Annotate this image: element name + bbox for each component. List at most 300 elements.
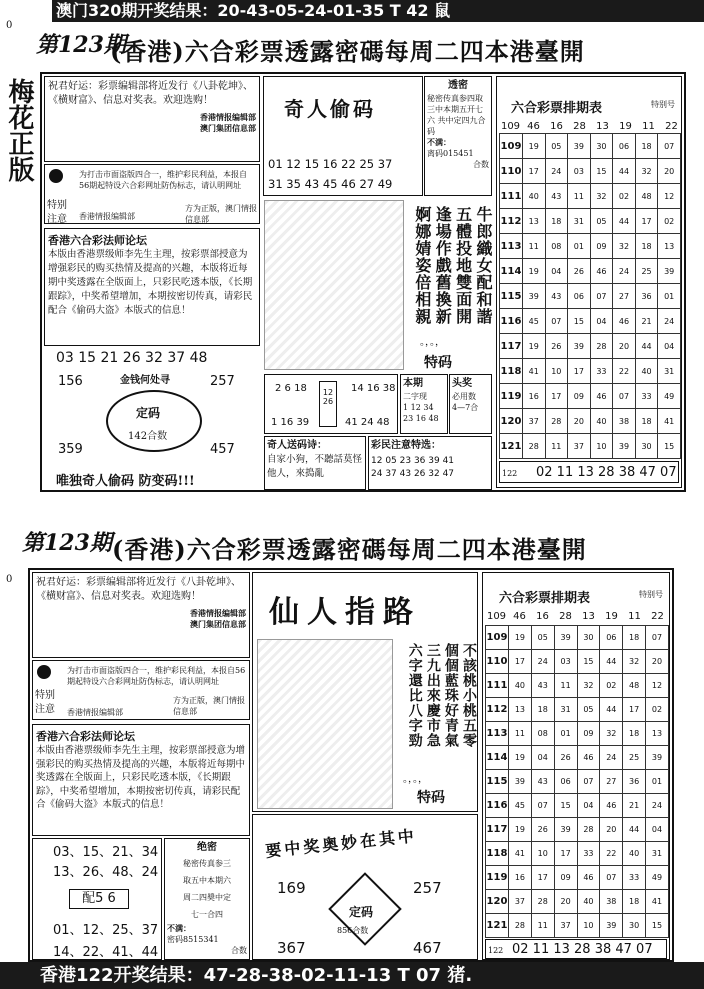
sheet2-list4: 14、22、41、44 (53, 945, 159, 960)
sheet2-poem-col: 不該桃小桃五零 (461, 643, 477, 748)
schedule-number-cell: 02 (600, 674, 623, 698)
schedule-number-cell: 30 (635, 434, 658, 459)
sheet1-forum-title: 香港六合彩法师论坛 (48, 234, 147, 247)
sheet1-code-num: 离码015451 (427, 149, 474, 158)
schedule-number-cell: 33 (635, 384, 658, 409)
schedule-number-cell: 11 (522, 234, 545, 259)
schedule-number-cell: 41 (646, 890, 669, 914)
sheet1-notice-box (44, 164, 260, 224)
schedule-number-cell: 40 (508, 674, 531, 698)
schedule-number-cell: 28 (508, 914, 531, 938)
schedule-period-cell: 110 (500, 159, 523, 184)
schedule-number-cell: 39 (613, 434, 636, 459)
sheet1-blessing-box (44, 76, 260, 162)
schedule-number-cell: 08 (531, 722, 554, 746)
schedule-number-cell: 18 (545, 209, 568, 234)
sheet2-secret-title: 绝密 (197, 842, 217, 853)
schedule-number-cell: 31 (554, 698, 577, 722)
schedule-number-cell: 24 (545, 159, 568, 184)
sheet2-diamond-tl: 169 (277, 879, 306, 897)
sheet1-issue: 第123期 (36, 32, 126, 58)
schedule-number-cell: 07 (613, 384, 636, 409)
sheet2-poem-col: 三九出來慶市急 (424, 643, 441, 748)
schedule-number-cell: 18 (635, 234, 658, 259)
sheet1-poem-col: 婀娜婧姿倍相親 (412, 206, 432, 325)
sheet1-special-code: 特码 (424, 355, 452, 371)
schedule-number-cell: 11 (531, 914, 554, 938)
schedule-number-cell: 26 (554, 746, 577, 770)
sheet2-special-code: 特码 (417, 790, 445, 806)
schedule-period-cell: 117 (486, 818, 509, 842)
sheet2-schedule (482, 572, 670, 960)
schedule-number-cell: 18 (635, 409, 658, 434)
schedule-period-cell: 109 (486, 626, 509, 650)
sheet2-issue: 第123期 (22, 530, 112, 556)
schedule-number-cell: 44 (613, 209, 636, 234)
sheet1-benqi-box (400, 374, 448, 434)
schedule-number-cell: 45 (508, 794, 531, 818)
schedule-number-cell: 18 (623, 626, 646, 650)
schedule-number-cell: 02 (646, 698, 669, 722)
schedule-header-cell: 16 (550, 121, 563, 132)
schedule-number-cell: 43 (531, 770, 554, 794)
sheet2-headline: (香港)六合彩票透露密碼每周二四本港臺開 (112, 535, 587, 564)
schedule-number-cell: 46 (590, 259, 613, 284)
schedule-number-cell: 40 (577, 890, 600, 914)
sheet1-toujiang-title: 头奖 (452, 378, 472, 389)
sheet2-diamond-box (252, 814, 478, 960)
schedule-number-cell: 03 (554, 650, 577, 674)
schedule-period-cell: 110 (486, 650, 509, 674)
schedule-row (500, 409, 681, 434)
schedule-number-cell: 30 (577, 626, 600, 650)
schedule-period-cell: 113 (500, 234, 523, 259)
sheet1-picks-title: 彩民注意特选： (371, 440, 441, 451)
schedule-number-cell: 16 (508, 866, 531, 890)
corner-mark: 0 (6, 20, 13, 31)
schedule-number-cell: 01 (658, 284, 681, 309)
schedule-number-cell: 26 (531, 818, 554, 842)
schedule-row (486, 626, 669, 650)
schedule-period-cell: 109 (500, 134, 523, 159)
schedule-number-cell: 48 (623, 674, 646, 698)
sheet2-forum-text: 本版由香港票级师李先生主理，按彩票部授意为增强彩民的购买热情及提高的兴趣，本版将近每期中奖透露在全版面上，只彩民吃透本版，《长期跟踪》，中奖希望增加，本期按密切传真，请彩民配合《偷码大盗》本版式的信息！ (36, 745, 246, 810)
schedule-number-cell: 15 (590, 159, 613, 184)
schedule-number-cell: 17 (568, 359, 591, 384)
schedule-number-cell: 32 (590, 184, 613, 209)
schedule-number-cell: 02 (658, 209, 681, 234)
sheet2-notice-sig2: 方为正版，澳门情报信息部 (173, 696, 245, 716)
schedule-number-cell: 32 (577, 674, 600, 698)
schedule-number-cell: 28 (577, 818, 600, 842)
sheet2-blessing-box (32, 572, 250, 658)
sheet1-toujiang-range: 4—7合 (452, 403, 479, 412)
schedule-number-cell: 28 (545, 409, 568, 434)
schedule-number-cell: 39 (646, 746, 669, 770)
schedule-number-cell: 19 (508, 818, 531, 842)
schedule-number-cell: 39 (508, 770, 531, 794)
sheet2-list3: 01、12、25、37 (53, 923, 159, 938)
sheet2-not-full: 不满： (167, 923, 191, 933)
schedule-number-cell: 07 (600, 866, 623, 890)
schedule-number-cell: 39 (658, 259, 681, 284)
schedule-number-cell: 39 (568, 334, 591, 359)
sheet1-blessing: 祝君好运：彩票编辑部将近发行《八卦乾坤》、《横财富》、信息对奖表。欢迎选购！ (48, 81, 253, 106)
schedule-period-cell: 119 (486, 866, 509, 890)
schedule-number-cell: 46 (577, 746, 600, 770)
schedule-number-cell: 11 (545, 434, 568, 459)
schedule-period-cell: 112 (500, 209, 523, 234)
schedule-number-cell: 19 (508, 626, 531, 650)
schedule-number-cell: 20 (554, 890, 577, 914)
sheet1-notice-sig1: 香港情报编辑部 (79, 212, 135, 221)
corner-mark-2: 0 (6, 574, 13, 585)
schedule-number-cell: 31 (568, 209, 591, 234)
schedule-number-cell: 08 (545, 234, 568, 259)
sheet1-diamond-tr: 257 (210, 374, 235, 389)
schedule-number-cell: 26 (545, 334, 568, 359)
schedule-number-cell: 07 (658, 134, 681, 159)
schedule-number-cell: 15 (577, 650, 600, 674)
schedule-header-cell: 19 (619, 121, 632, 132)
sheet1-mini-l2: 1 16 39 (271, 417, 310, 428)
sheet2-diamond-bl: 367 (277, 939, 306, 957)
schedule-number-cell: 19 (522, 334, 545, 359)
schedule-number-cell: 27 (613, 284, 636, 309)
sheet1-benqi-title: 本期 (403, 378, 423, 389)
sheet2-diamond-tr: 257 (413, 879, 442, 897)
schedule-header-cell: 13 (596, 121, 609, 132)
sheet1-slogan: 唯独奇人偷码 防变码!!! (56, 474, 195, 489)
schedule-period-cell: 118 (500, 359, 523, 384)
sheet1-picks-l2: 24 37 43 26 32 47 (371, 469, 455, 479)
sheet2-dept2: 澳门集团信息部 (190, 619, 246, 629)
schedule-number-cell: 11 (568, 184, 591, 209)
sheet2-code-num: 密码8515341 (167, 935, 219, 944)
schedule-number-cell: 25 (635, 259, 658, 284)
schedule-row (486, 818, 669, 842)
schedule-number-cell: 38 (613, 409, 636, 434)
sheet1-picks-box (368, 436, 492, 490)
schedule-number-cell: 39 (554, 626, 577, 650)
schedule-row (486, 698, 669, 722)
sheet2-forum-box (32, 724, 250, 836)
schedule-number-cell: 06 (568, 284, 591, 309)
sheet1-secret-box (424, 76, 492, 196)
schedule-number-cell: 19 (522, 134, 545, 159)
sheet1-secret-title: 透密 (448, 80, 468, 91)
schedule-number-cell: 17 (508, 650, 531, 674)
schedule-row (500, 384, 681, 409)
sheet1-poem-box (264, 436, 366, 490)
schedule-number-cell: 30 (590, 134, 613, 159)
schedule-number-cell: 36 (623, 770, 646, 794)
schedule-number-cell: 31 (646, 842, 669, 866)
schedule-number-cell: 24 (613, 259, 636, 284)
sheet1-center-nums2: 31 35 43 45 46 27 49 (268, 177, 393, 191)
sheet1-numbers-line: 03 15 21 26 32 37 48 (56, 350, 208, 366)
schedule-header-cell: 13 (582, 611, 595, 622)
sheet1-benqi-n1: 1 12 34 (403, 403, 434, 412)
schedule-number-cell: 30 (623, 914, 646, 938)
schedule-number-cell: 44 (600, 650, 623, 674)
schedule-number-cell: 18 (531, 698, 554, 722)
schedule-number-cell: 07 (646, 626, 669, 650)
schedule-number-cell: 25 (623, 746, 646, 770)
sheet1-benqi-n2: 23 16 48 (403, 414, 439, 423)
schedule-number-cell: 20 (568, 409, 591, 434)
schedule-number-cell: 39 (554, 818, 577, 842)
sheet2-notice-sig1: 香港情报编辑部 (67, 708, 123, 717)
sheet1-diamond-br: 457 (210, 442, 235, 457)
schedule-number-cell: 49 (658, 384, 681, 409)
sheet2-last-label: 122 (488, 946, 504, 955)
sheet1-schedule-table (499, 133, 681, 459)
schedule-number-cell: 05 (545, 134, 568, 159)
schedule-number-cell: 18 (623, 890, 646, 914)
schedule-row (500, 134, 681, 159)
schedule-number-cell: 11 (508, 722, 531, 746)
schedule-number-cell: 17 (623, 698, 646, 722)
schedule-period-cell: 113 (486, 722, 509, 746)
bomb-icon (37, 665, 51, 679)
sheet2-list-box (32, 838, 162, 960)
schedule-header-cell: 11 (628, 611, 641, 622)
sheet1-center-nums1: 01 12 15 16 22 25 37 (268, 157, 393, 171)
schedule-number-cell: 02 (613, 184, 636, 209)
sheet2-notice-label: 特别注意 (35, 690, 55, 715)
sheet2-poem (395, 643, 477, 783)
schedule-header-cell: 22 (651, 611, 664, 622)
schedule-number-cell: 20 (646, 650, 669, 674)
schedule-period-cell: 121 (500, 434, 523, 459)
schedule-number-cell: 43 (545, 184, 568, 209)
schedule-row (486, 674, 669, 698)
sheet1-poem-col: 五體投地雙面開 (453, 206, 473, 325)
sheet2-pei: 配5 6 (69, 889, 129, 909)
schedule-header-cell: 109 (500, 121, 521, 132)
schedule-row (486, 890, 669, 914)
sheet1-diamond-bl: 359 (58, 442, 83, 457)
schedule-number-cell: 05 (531, 626, 554, 650)
schedule-number-cell: 04 (658, 334, 681, 359)
schedule-number-cell: 44 (613, 159, 636, 184)
schedule-header-cell: 16 (536, 611, 549, 622)
sheet1-dept2: 澳门集团信息部 (200, 123, 256, 133)
schedule-number-cell: 24 (646, 794, 669, 818)
sheet2-heshu: 合数 (231, 946, 247, 955)
schedule-period-cell: 114 (500, 259, 523, 284)
sheet2-secret-line: 周二四奬中定 (183, 893, 231, 902)
schedule-number-cell: 01 (646, 770, 669, 794)
schedule-number-cell: 11 (554, 674, 577, 698)
schedule-period-cell: 111 (500, 184, 523, 209)
schedule-row (486, 794, 669, 818)
schedule-number-cell: 28 (590, 334, 613, 359)
sheet1-mini-mid: 12 26 (319, 381, 337, 427)
schedule-number-cell: 46 (613, 309, 636, 334)
sheet1-forum-text: 本版由香港票级师李先生主理，按彩票部授意为增强彩民的购买热情及提高的兴趣，本版将近每期中奖透露在全版面上，只彩民吃透本版，《长期跟踪》，中奖希望增加，本期按密切传真，请彩民配合《偷码大盗》本版式的信息！ (48, 249, 253, 316)
schedule-period-cell: 114 (486, 746, 509, 770)
schedule-number-cell: 09 (554, 866, 577, 890)
schedule-number-cell: 24 (600, 746, 623, 770)
schedule-number-cell: 15 (646, 914, 669, 938)
schedule-number-cell: 37 (522, 409, 545, 434)
schedule-period-cell: 116 (500, 309, 523, 334)
sheet1-notice-sig2: 方为正版，澳门情报信息部 (185, 204, 257, 224)
schedule-number-cell: 32 (600, 722, 623, 746)
schedule-number-cell: 17 (635, 209, 658, 234)
schedule-number-cell: 43 (531, 674, 554, 698)
schedule-number-cell: 03 (568, 159, 591, 184)
schedule-header-cell: 28 (559, 611, 572, 622)
sheet1-benqi-sub: 二字现 (403, 392, 427, 401)
schedule-number-cell: 04 (646, 818, 669, 842)
schedule-number-cell: 20 (658, 159, 681, 184)
schedule-number-cell: 18 (623, 722, 646, 746)
sheet1-last-row (499, 461, 679, 483)
schedule-number-cell: 18 (635, 134, 658, 159)
schedule-number-cell: 46 (577, 866, 600, 890)
sheet2-secret-line: 秘密传真参三 (183, 859, 231, 868)
schedule-number-cell: 15 (658, 434, 681, 459)
schedule-number-cell: 41 (522, 359, 545, 384)
schedule-row (486, 842, 669, 866)
schedule-number-cell: 10 (590, 434, 613, 459)
schedule-number-cell: 36 (635, 284, 658, 309)
schedule-number-cell: 19 (522, 259, 545, 284)
sheet2-immortal-illustration (257, 639, 393, 809)
schedule-number-cell: 24 (531, 650, 554, 674)
schedule-number-cell: 37 (508, 890, 531, 914)
schedule-number-cell: 16 (522, 384, 545, 409)
bomb-icon (49, 169, 63, 183)
sheet2-poem-col: 個個藍珠好青氣 (442, 643, 459, 748)
schedule-number-cell: 12 (646, 674, 669, 698)
sheet1-poem (408, 206, 492, 346)
sheet1-diamond-count: 142合数 (128, 431, 168, 442)
schedule-number-cell: 38 (600, 890, 623, 914)
schedule-period-cell: 112 (486, 698, 509, 722)
sheet1-toujiang-sub: 必用数 (452, 392, 476, 401)
bottom-result-banner: 香港122开奖结果：47-28-38-02-11-13 T 07 猪. (0, 962, 704, 989)
schedule-header-cell: 28 (573, 121, 586, 132)
schedule-number-cell: 27 (600, 770, 623, 794)
sheet2-last-row (485, 939, 667, 959)
schedule-number-cell: 17 (554, 842, 577, 866)
schedule-period-cell: 115 (500, 284, 523, 309)
sheet2-list2: 13、26、48、24 (53, 865, 159, 880)
schedule-number-cell: 13 (658, 234, 681, 259)
schedule-number-cell: 17 (545, 384, 568, 409)
sheet2-last-nums: 02 11 13 28 38 47 07 (512, 942, 653, 957)
schedule-number-cell: 41 (658, 409, 681, 434)
schedule-number-cell: 20 (613, 334, 636, 359)
schedule-number-cell: 39 (522, 284, 545, 309)
schedule-number-cell: 40 (635, 359, 658, 384)
schedule-number-cell: 40 (522, 184, 545, 209)
schedule-number-cell: 09 (590, 234, 613, 259)
schedule-row (500, 259, 681, 284)
sheet2-secret-line: 取五中本期六 (183, 876, 231, 885)
sheet2-schedule-table (485, 625, 669, 938)
sheet2-forum-title: 香港六合彩法师论坛 (36, 730, 135, 743)
schedule-header-cell: 19 (605, 611, 618, 622)
schedule-period-cell: 117 (500, 334, 523, 359)
schedule-number-cell: 22 (600, 842, 623, 866)
schedule-period-cell: 119 (500, 384, 523, 409)
sheet1-secret-text: 秘密传真参四取三中本期五开七六 共中定四九合码 (427, 94, 486, 136)
schedule-number-cell: 21 (635, 309, 658, 334)
schedule-row (500, 159, 681, 184)
schedule-period-cell: 115 (486, 770, 509, 794)
sheet1-poem-col: 牛郎織女配和諧 (474, 206, 493, 325)
sheet1-mini-l1: 2 6 18 (275, 383, 307, 394)
schedule-number-cell: 04 (577, 794, 600, 818)
schedule-number-cell: 21 (623, 794, 646, 818)
schedule-number-cell: 06 (613, 134, 636, 159)
schedule-number-cell: 49 (646, 866, 669, 890)
schedule-header-cell: 46 (527, 121, 540, 132)
top-result-banner: 澳门320期开奖结果：20-43-05-24-01-35 T 42 鼠 (52, 0, 704, 22)
sheet2-schedule-badge: 特别号 (639, 590, 663, 599)
sheet1-picks-l1: 12 05 23 36 39 41 (371, 456, 455, 466)
schedule-row (486, 746, 669, 770)
sheet2-secret-line: 七一合四 (191, 910, 223, 919)
sheet2-blessing: 祝君好运：彩票编辑部将近发行《八卦乾坤》、《横财富》、信息对奖表。欢迎选购！ (36, 577, 241, 602)
sheet1-mini-box (264, 374, 398, 434)
schedule-number-cell: 44 (635, 334, 658, 359)
schedule-number-cell: 06 (600, 626, 623, 650)
schedule-number-cell: 31 (658, 359, 681, 384)
sheet1-toujiang-box (449, 374, 492, 434)
sheet1-notice-text: 为打击市面盗版四合一，维护彩民利益，本报自56期起特设六合彩网址防伪标志，请认明网址 (79, 170, 247, 190)
schedule-number-cell: 44 (623, 818, 646, 842)
schedule-number-cell: 01 (554, 722, 577, 746)
schedule-number-cell: 37 (554, 914, 577, 938)
schedule-number-cell: 07 (577, 770, 600, 794)
schedule-number-cell: 10 (577, 914, 600, 938)
schedule-number-cell: 41 (508, 842, 531, 866)
schedule-number-cell: 19 (508, 746, 531, 770)
schedule-number-cell: 05 (590, 209, 613, 234)
schedule-row (500, 284, 681, 309)
schedule-number-cell: 07 (531, 794, 554, 818)
schedule-number-cell: 01 (568, 234, 591, 259)
schedule-period-cell: 118 (486, 842, 509, 866)
schedule-number-cell: 32 (623, 650, 646, 674)
sheet1-center-box (263, 76, 423, 196)
schedule-number-cell: 06 (554, 770, 577, 794)
schedule-number-cell: 45 (522, 309, 545, 334)
schedule-row (500, 434, 681, 459)
sheet1-diamond-area (44, 370, 260, 466)
schedule-header-cell: 11 (642, 121, 655, 132)
schedule-number-cell: 46 (600, 794, 623, 818)
schedule-number-cell: 15 (554, 794, 577, 818)
schedule-row (500, 309, 681, 334)
schedule-number-cell: 24 (658, 309, 681, 334)
schedule-number-cell: 28 (531, 890, 554, 914)
sheet2-secret-box (164, 838, 250, 960)
sheet2-notice-text: 为打击市面盗版四合一，维护彩民利益，本报自56期起特设六合彩网址防伪标志，请认明网址 (67, 666, 246, 686)
sheet1-notice-label: 特别注意 (47, 200, 67, 225)
sheet2-schedule-title: 六合彩票排期表 (499, 591, 591, 606)
schedule-number-cell: 09 (568, 384, 591, 409)
schedule-row (500, 359, 681, 384)
schedule-number-cell: 37 (568, 434, 591, 459)
schedule-number-cell: 04 (531, 746, 554, 770)
